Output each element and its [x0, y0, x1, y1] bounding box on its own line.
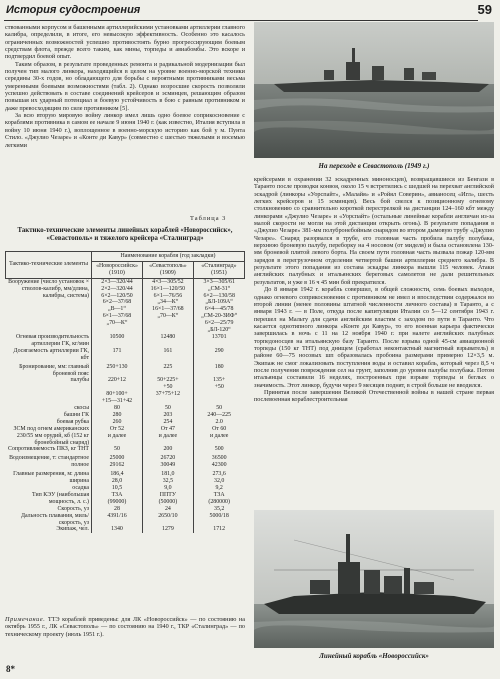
- table-row: [6, 485, 245, 492]
- table-row-label: Досягаемость артиллерии ГК, кбт: [13, 347, 90, 361]
- table-row-label: Бронирование, мм: главный броневой пояс: [19, 363, 90, 377]
- table-cell: 260: [92, 419, 143, 426]
- table-cell: 2×3—320/44 2×2—320/44 6×2—120/50 6×2—37/68 „В—1“ 6×1—37/68 „70—К“: [92, 278, 143, 334]
- table-cell: [193, 391, 244, 405]
- table-row: [6, 478, 245, 485]
- table-cell: ТЗА (99000): [92, 492, 143, 506]
- table-row: [6, 278, 245, 334]
- table-cell: 280: [92, 412, 143, 419]
- table-cell: 28,0: [92, 478, 143, 485]
- table-cell: 4391/16: [92, 513, 143, 527]
- table-cell: 180: [193, 362, 244, 378]
- table-cell: 25000: [92, 453, 143, 462]
- table-cell: 80: [92, 405, 143, 412]
- table-cell: 42300: [193, 462, 244, 469]
- table-cell: 240—225: [193, 412, 244, 419]
- table-head-param: Тактико-технические элементы: [6, 252, 92, 279]
- table-row-label: ширина: [69, 478, 90, 485]
- table-row: [6, 412, 245, 419]
- table-row: [6, 446, 245, 453]
- table-cell: 2.0: [193, 419, 244, 426]
- table-cell: 4×3—305/52 16×1—120/50 6×1—76/56 „34—К“ 16×1—37/68 „70—К“: [142, 278, 193, 334]
- table-row: [6, 492, 245, 506]
- page-number: 59: [477, 2, 492, 17]
- table-cell: 37+75+12: [142, 391, 193, 405]
- table-cell: 5000/18: [193, 513, 244, 527]
- table-row-label: Главные размерения, м: длина: [13, 471, 90, 478]
- paragraph: До 8 января 1942 г. корабль совершил, в общей сложности, семь боевых выходов, однако огневого соприкосновения с противником не имел и впоследствии содержался во второй линии (менее половины штатной численности личного состава) в Таранто, а с января 1943 г. — в Поле, откуда после капитуляции Италии со 5—12 сентября 1943 г. перешел на Мальту для сдачи английским властям с заходом по пути в Таранто. Что касается однотипного линкора «Конте ди Кавур», то его военная карьера фактически завершилась в ночь с 11 на 12 ноября 1940 г. при налете английских палубных торпедоносцев на итальянскую базу Таранто. После взрыва одной 45-см авиационной торпеды (150 кг ТНТ) под днищем (сработал неконтактный магнитный взрыватель) в районе 60—75 носовых шп образовалась пробоина размерами примерно 12×3,5 м. Экипаж не смог локализовать поступления воды и оставил корабль, который через 8,5 ч после получения повреждения сел на грунт, заполнив до уровня палубы полубака. Потом итальянцы составили 16 неделях, построенных при взрыве торпеды и беглых о значимость. Этот линкор, будучи через 9 месяцев поднят, в строй больше не вводился.: [254, 286, 494, 389]
- table-row: [6, 526, 245, 533]
- table-row-label: полное: [71, 462, 90, 469]
- table-cell: 80+100+ +15—31+42: [92, 391, 143, 405]
- paragraph: ствованными корпусом и башенными артиллерийскими установками артиллерии главного калибра, определили, в итоге, его невысокую эффективность. Особенно это касалось ограниченных возможностей успешно противостоять бурно прогрессирующим боевым средствам флота, прежде всего таким, как мины, торпеды и авиабомбы. Это вскоре и подтвердил боевой опыт.: [5, 24, 245, 61]
- table-row: [6, 405, 245, 412]
- table-cell: От 47 и далее: [142, 426, 193, 447]
- table-cell: 12480: [142, 334, 193, 348]
- left-column-text: [5, 24, 245, 149]
- table-cell: 290: [193, 348, 244, 362]
- table-row: [6, 506, 245, 513]
- table-head-ship-2: «Севастополь» (1909): [142, 261, 193, 278]
- table-body: [6, 278, 245, 533]
- paragraph: крейсерами в охранении 32 эскадренных миноносцев), возвращавшиеся из Бенгази в Таранто после проводки конвоя, около 15 ч встретились с шедшей на перехват английской эскадрой (линкоры «Уорспайт», «Малайя» и «Ройял Соверин», авианосец «Игл», шесть легких крейсеров и 15 эсминцев). Весь бой свелся к позиционному огневому столкновению со сравнительно короткой перестрелкой на дистанции 124–160 кбт между линкорами «Джулио Чезаре» и «Уорспайт» (остальные линейные корабли англичан из-за малой скорости не могли на этой дистанции открыть огонь). В результате попадания в «Джулио Чезаре» 381-мм полубронебойным снарядом во втором дымовую трубу «Джулио Чезаре». Снаряд разорвался в трубе, его головная часть пробила палубу полубака, верхнюю броневую палубу, переборку на 4 носовом (от миделя) и была остановлена 130-мм броневой плитой левого борта. На своем пути головная часть вызвала пожар 120-мм зарядов в перегрузочном отделении четвертой башни артиллерии среднего калибра. В результате этого попадания из состава эскадры линкора вышли 115 человек. Атаки английских палубных и итальянских береговых самолетов не дали решительных результатов, и уже в 16 ч 45 мин бой прекратился.: [254, 176, 494, 286]
- table-row: [6, 462, 245, 469]
- table-head-group: Наименование корабля (год закладки): [92, 252, 245, 262]
- table-row-label: Тип КЭУ (наибольшая мощность, л. с.): [32, 491, 90, 505]
- table-number: Таблица 3: [190, 215, 227, 222]
- table-row-label: башни ГК: [63, 411, 90, 418]
- table-cell: От 60 и далее: [193, 426, 244, 447]
- table-row: [6, 348, 245, 362]
- table-cell: 200: [142, 446, 193, 453]
- table-head-ship-3: «Сталинград» (1951): [193, 261, 244, 278]
- table-row: [6, 453, 245, 462]
- section-title: История судостроения: [6, 4, 141, 16]
- table-cell: 161: [142, 348, 193, 362]
- table-cell: 250+130: [92, 362, 143, 378]
- table-row: [6, 362, 245, 378]
- table-cell: 225: [142, 362, 193, 378]
- table-cell: 10,5: [92, 485, 143, 492]
- table-cell: ТЗА (280000): [193, 492, 244, 506]
- header-rule: [4, 20, 478, 21]
- table-cell: 50+225+ +50: [142, 377, 193, 391]
- table-row-label: Дальность плавания, миль/скорость, уз: [21, 512, 90, 526]
- ship-photo-top: [254, 22, 494, 158]
- table-cell: 35,2: [193, 506, 244, 513]
- table-cell: 181,0: [142, 469, 193, 478]
- table-row: [6, 391, 245, 405]
- table-cell: 13701: [193, 334, 244, 348]
- table-cell: 36500: [193, 453, 244, 462]
- table-cell: 50: [193, 405, 244, 412]
- paragraph: Таким образом, в результате проведенных ремонта и радикальной модернизации был получен тип малого линкора, находящийся в целом на уровне военно-морской техники середины 30-х годов, но обладающего для борьбы с вероятными противниками весьма умеренными боевыми возможностями (табл. 2). Однако возросшие скорость позволяли успешно действовать в составе соединений крейсеров и эсминцев, решающим образом повышая их ударный потенциал и боевую устойчивость в бою с равным противником и даже превосходящим по силе противником [5].: [5, 60, 245, 112]
- table-row-label: скосы: [74, 405, 90, 412]
- table-cell: 220+12: [92, 377, 143, 391]
- table-cell: 2650/10: [142, 513, 193, 527]
- signature-mark: 8*: [6, 664, 15, 674]
- table-row-label: Вооружение (число установок × стволов-калибр, мм/длина, калибры, система): [8, 278, 90, 299]
- table-cell: 254: [142, 419, 193, 426]
- table-row-label: Скорость, уз: [57, 505, 90, 512]
- table-cell: 135+ +50: [193, 377, 244, 391]
- photo-caption-bottom: Линейный корабль «Новороссийск»: [319, 652, 429, 660]
- table-row: [6, 469, 245, 478]
- table-cell: ППТУ (50000): [142, 492, 193, 506]
- table-row-label: Экипаж, чел.: [56, 526, 90, 533]
- table-cell: 1340: [92, 526, 143, 533]
- table-cell: 28: [92, 506, 143, 513]
- table-head-ship-1: «Новороссийск» (1910): [92, 261, 143, 278]
- table-cell: 171: [92, 348, 143, 362]
- table-row-label: осадка: [72, 485, 90, 491]
- paragraph: Принятая после завершения Великой Отечественной войны в нашей стране первая послевоенная кораблестроительная: [254, 388, 494, 404]
- paragraph: За всю вторую мировую войну линкор имел лишь одно боевое соприкосновение с кораблями противника в самом ее начале 9 июня 1940 г. (как известно, Италия вступила в войну 10 июня 1940 г.), воплощенное в военно-морскую историю как бой у м. Пунта Стило. «Джулио Чезаре» и «Конте ди Кавур» (совместно с шестью тяжелыми и восемью легкими: [5, 112, 245, 149]
- table-cell: 273,6: [193, 469, 244, 478]
- table-row-label: боевая рубка: [56, 418, 90, 425]
- table-row: [6, 334, 245, 348]
- right-column-text: [254, 176, 494, 404]
- photo-caption-top: На переходе в Севастополь (1949 г.): [318, 162, 430, 170]
- table-row-label: Огневая производительность артиллерии ГК, кг/мин: [15, 333, 90, 347]
- table-cell: 29162: [92, 462, 143, 469]
- note-text: ТТЭ кораблей приведены: для ЛК «Новороссийск» — по состоянию на октябрь 1955 г., ЛК «Севастополь» — по состоянию на 1940 г., ТКР «Сталинград» — по техническому проекту (июль 1951 г.).: [5, 616, 245, 638]
- table-cell: 9,0: [142, 485, 193, 492]
- table-cell: 500: [193, 446, 244, 453]
- note-label: Примечание.: [5, 616, 46, 623]
- table-row: [6, 513, 245, 527]
- table-row-label: Сопротивляемость ПКЗ, кг ТНТ: [8, 446, 90, 453]
- table-cell: 24: [142, 506, 193, 513]
- specifications-table: [5, 251, 245, 533]
- table-cell: 1712: [193, 526, 244, 533]
- table-title: Тактико-технические элементы линейных кораблей «Новороссийск», «Севастополь» и тяжелого крейсера «Сталинград»: [17, 227, 233, 242]
- table-cell: 32,0: [193, 478, 244, 485]
- table-row-label: ЗСМ под огнем американских 230/55 мм орудий, кб (152 кг бронебойный снаряд): [13, 425, 90, 446]
- table-cell: 32,5: [142, 478, 193, 485]
- table-row: [6, 377, 245, 391]
- table-row: [6, 419, 245, 426]
- table-cell: 203: [142, 412, 193, 419]
- table-row-label: палубы: [70, 377, 90, 384]
- table-cell: 1279: [142, 526, 193, 533]
- table-row-label: [6, 391, 92, 405]
- table-cell: 3×3—305/61 „СМ-31“ 6×2—130/58 „БЛ-109А“ 6×4—45/78 „СМ-20-ЗИФ“ 6×2—25/79 „БЛ-120“: [193, 278, 244, 334]
- table-row-label: Водоизмещение, т: стандартное: [9, 455, 90, 462]
- ship-photo-bottom: [254, 510, 494, 648]
- table-cell: 10500: [92, 334, 143, 348]
- table-cell: 50: [142, 405, 193, 412]
- table-cell: 50: [92, 446, 143, 453]
- table-cell: 26720: [142, 453, 193, 462]
- table-cell: 186,4: [92, 469, 143, 478]
- table-cell: 9,2: [193, 485, 244, 492]
- table-cell: От 52 и далее: [92, 426, 143, 447]
- table-row: [6, 426, 245, 447]
- table-cell: 30049: [142, 462, 193, 469]
- table-note: [5, 616, 245, 638]
